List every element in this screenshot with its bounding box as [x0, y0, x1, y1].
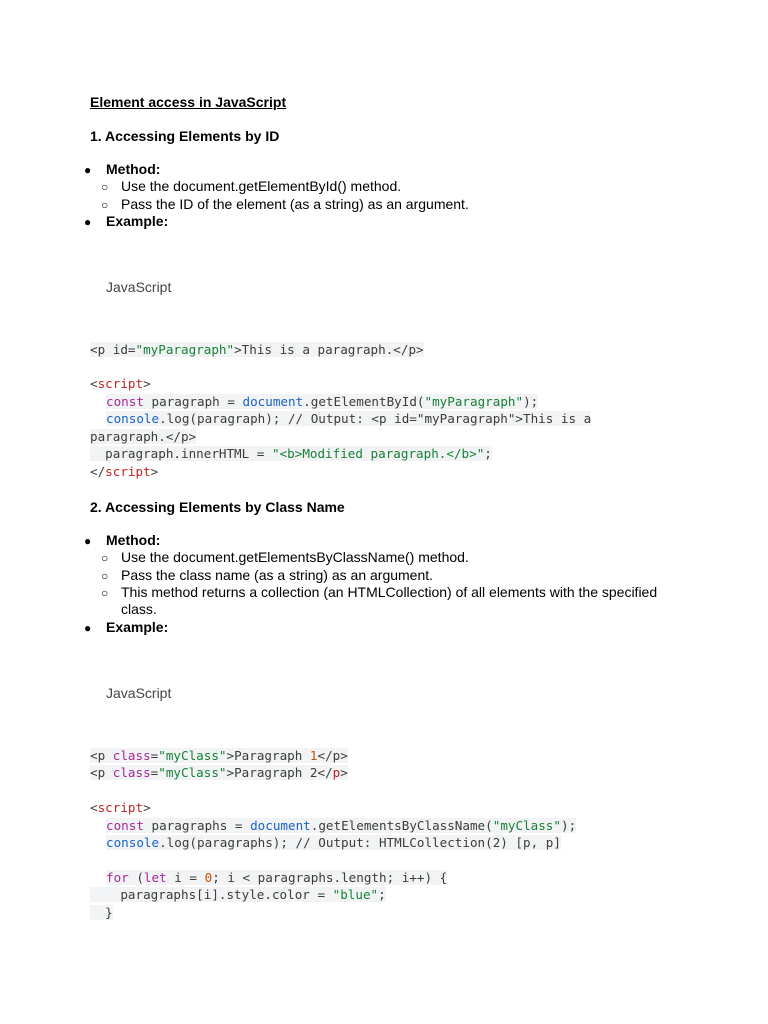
- method-label: Method:: [106, 532, 161, 548]
- list-item: [101, 196, 469, 212]
- example-bullet: [84, 619, 168, 635]
- code-line: <script>: [90, 800, 151, 815]
- method-bullet: [84, 532, 160, 548]
- code-line: <script>: [90, 376, 151, 391]
- section-heading-by-class: 2. Accessing Elements by Class Name: [90, 499, 345, 515]
- document-title: Element access in JavaScript: [90, 94, 287, 110]
- code-line: const paragraph = document.getElementById("myParagraph");: [106, 394, 539, 409]
- bullet-dot-icon: ●: [84, 621, 92, 635]
- bullet-dot-icon: ●: [84, 215, 92, 229]
- method-bullet: [84, 161, 160, 177]
- code-line: }: [90, 905, 113, 920]
- code-line: paragraph.</p>: [90, 429, 197, 444]
- example-label: Example:: [106, 213, 169, 229]
- code-line: <p id="myParagraph">This is a paragraph.</p>: [90, 342, 424, 357]
- list-item-text: Use the document.getElementsByClassName() method.: [121, 549, 469, 565]
- section-heading-by-id: 1. Accessing Elements by ID: [90, 128, 280, 144]
- code-line: paragraphs[i].style.color = "blue";: [90, 887, 386, 902]
- bullet-circle-icon: ○: [101, 586, 109, 600]
- list-item-text: Pass the ID of the element (as a string) as an argument.: [121, 196, 469, 212]
- bullet-circle-icon: ○: [101, 569, 109, 583]
- code-line: console.log(paragraphs); // Output: HTMLCollection(2) [p, p]: [106, 835, 561, 850]
- list-item: [101, 549, 469, 565]
- code-line: const paragraphs = document.getElementsByClassName("myClass");: [106, 818, 577, 833]
- code-language-label: JavaScript: [106, 279, 172, 295]
- list-item-text: Pass the class name (as a string) as an argument.: [121, 567, 434, 583]
- list-item: [101, 584, 657, 600]
- example-bullet: [84, 213, 168, 229]
- code-line: console.log(paragraph); // Output: <p id="myParagraph">This is a: [106, 411, 592, 426]
- code-language-label: JavaScript: [106, 685, 172, 701]
- bullet-circle-icon: ○: [101, 551, 109, 565]
- code-line: paragraph.innerHTML = "<b>Modified paragraph.</b>";: [90, 446, 492, 461]
- list-item-text: Use the document.getElementById() method.: [121, 178, 402, 194]
- code-line: </script>: [90, 464, 159, 479]
- bullet-circle-icon: ○: [101, 198, 109, 212]
- code-line: <p class="myClass">Paragraph 1</p>: [90, 748, 348, 763]
- list-item: [101, 178, 401, 194]
- bullet-dot-icon: ●: [84, 163, 92, 177]
- code-line: <p class="myClass">Paragraph 2</p>: [90, 765, 348, 780]
- code-line: for (let i = 0; i < paragraphs.length; i++) {: [106, 870, 448, 885]
- bullet-dot-icon: ●: [84, 534, 92, 548]
- bullet-circle-icon: ○: [101, 180, 109, 194]
- list-item-continuation: class.: [121, 601, 157, 617]
- example-label: Example:: [106, 619, 169, 635]
- list-item-text: This method returns a collection (an HTMLCollection) of all elements with the specified: [121, 584, 658, 600]
- method-label: Method:: [106, 161, 161, 177]
- list-item: [101, 567, 433, 583]
